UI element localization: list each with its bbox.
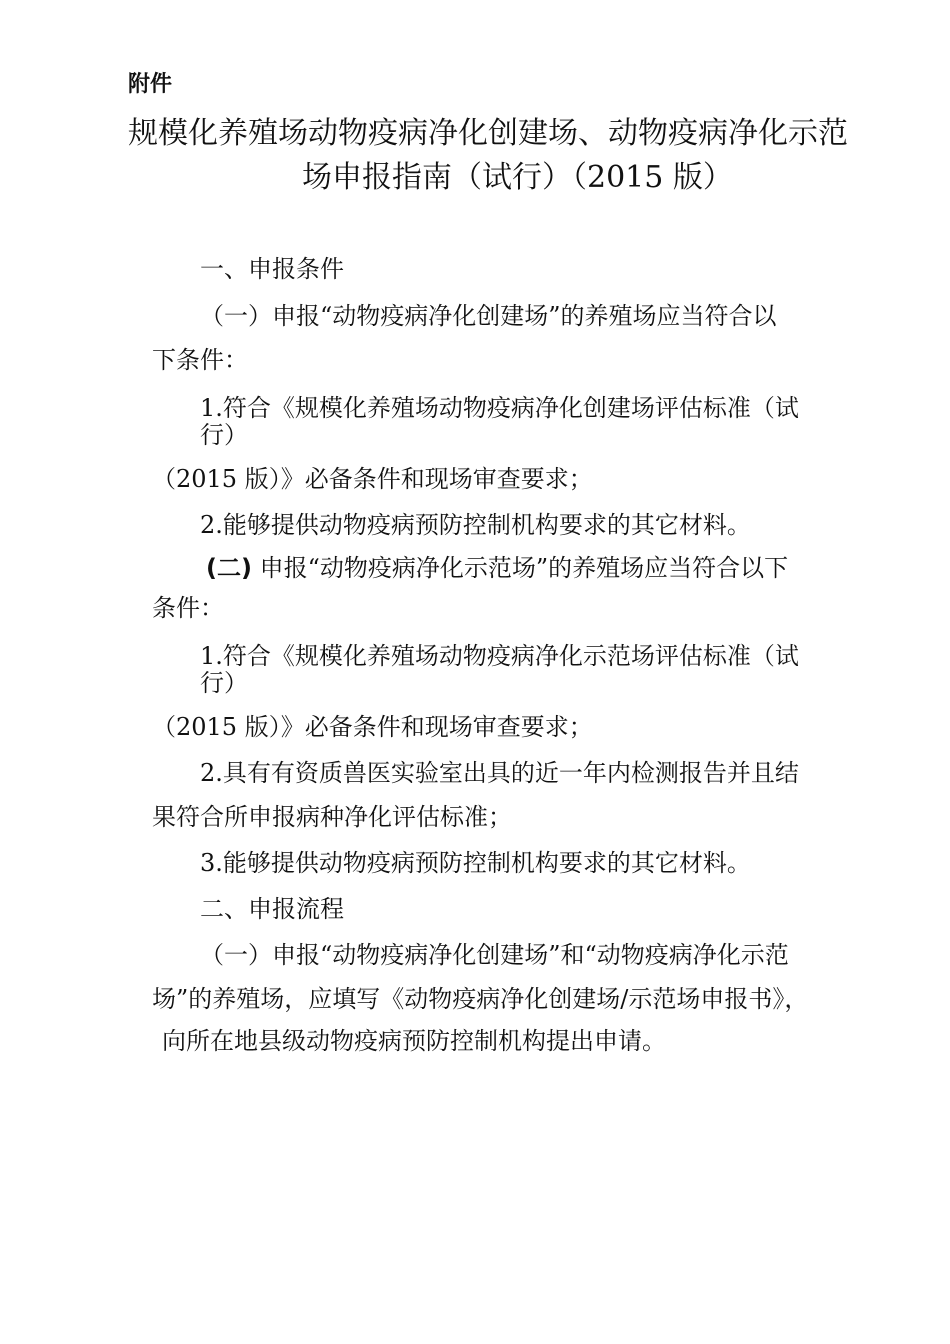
para-1-prefix: （一） — [200, 302, 272, 330]
section-1-para-2-item-3: 3.能够提供动物疫病预防控制机构要求的其它材料。 — [200, 849, 751, 877]
attachment-label: 附件 — [128, 72, 173, 97]
section-1-para-2-item-2-line-1: 2.具有有资质兽医实验室出具的近一年内检测报告并且结 — [200, 759, 799, 787]
section-1-item-1-line-3: （2015 版）》必备条件和现场审查要求； — [152, 465, 593, 493]
section-2-heading: 二、申报流程 — [200, 895, 344, 923]
section-1-item-1-line-2: 行） — [200, 421, 248, 449]
section-1-para-2-item-1-line-2: 行） — [200, 669, 248, 697]
section-1-heading: 一、申报条件 — [200, 255, 344, 283]
section-1-para-2-line-1 — [206, 553, 788, 583]
section-1-para-2-item-1-line-3: （2015 版）》必备条件和现场审查要求； — [152, 713, 593, 741]
section-1-item-2: 2.能够提供动物疫病预防控制机构要求的其它材料。 — [200, 511, 751, 539]
section-2-para-1-line-3: 向所在地县级动物疫病预防控制机构提出申请。 — [162, 1027, 666, 1055]
section-2-para-1-line-2: 场”的养殖场，应填写《动物疫病净化创建场/示范场申报书》， — [152, 985, 809, 1013]
section-1-para-2-line-2: 条件： — [152, 594, 224, 622]
section-1-para-2-item-2-line-2: 果符合所申报病种净化评估标准； — [152, 803, 512, 831]
section-1-para-1-line-2: 下条件： — [152, 346, 248, 374]
document-title-line-1: 规模化养殖场动物疫病净化创建场、动物疫病净化示范 — [128, 116, 848, 151]
para-1-text: 申报“动物疫病净化创建场”的养殖场应当符合以 — [272, 302, 777, 330]
document-title-line-2: 场申报指南（试行）（2015 版） — [302, 160, 733, 195]
section-1-para-2-item-1-line-1: 1.符合《规模化养殖场动物疫病净化示范场评估标准（试 — [200, 642, 799, 670]
para-2-text: 申报“动物疫病净化示范场”的养殖场应当符合以下 — [259, 554, 789, 582]
section-2-para-1-line-1: （一）申报“动物疫病净化创建场”和“动物疫病净化示范 — [200, 941, 789, 969]
section-1-item-1-line-1: 1.符合《规模化养殖场动物疫病净化创建场评估标准（试 — [200, 394, 799, 422]
section-1-para-1-line-1 — [200, 301, 777, 331]
para-2-prefix: (二) — [206, 554, 252, 582]
